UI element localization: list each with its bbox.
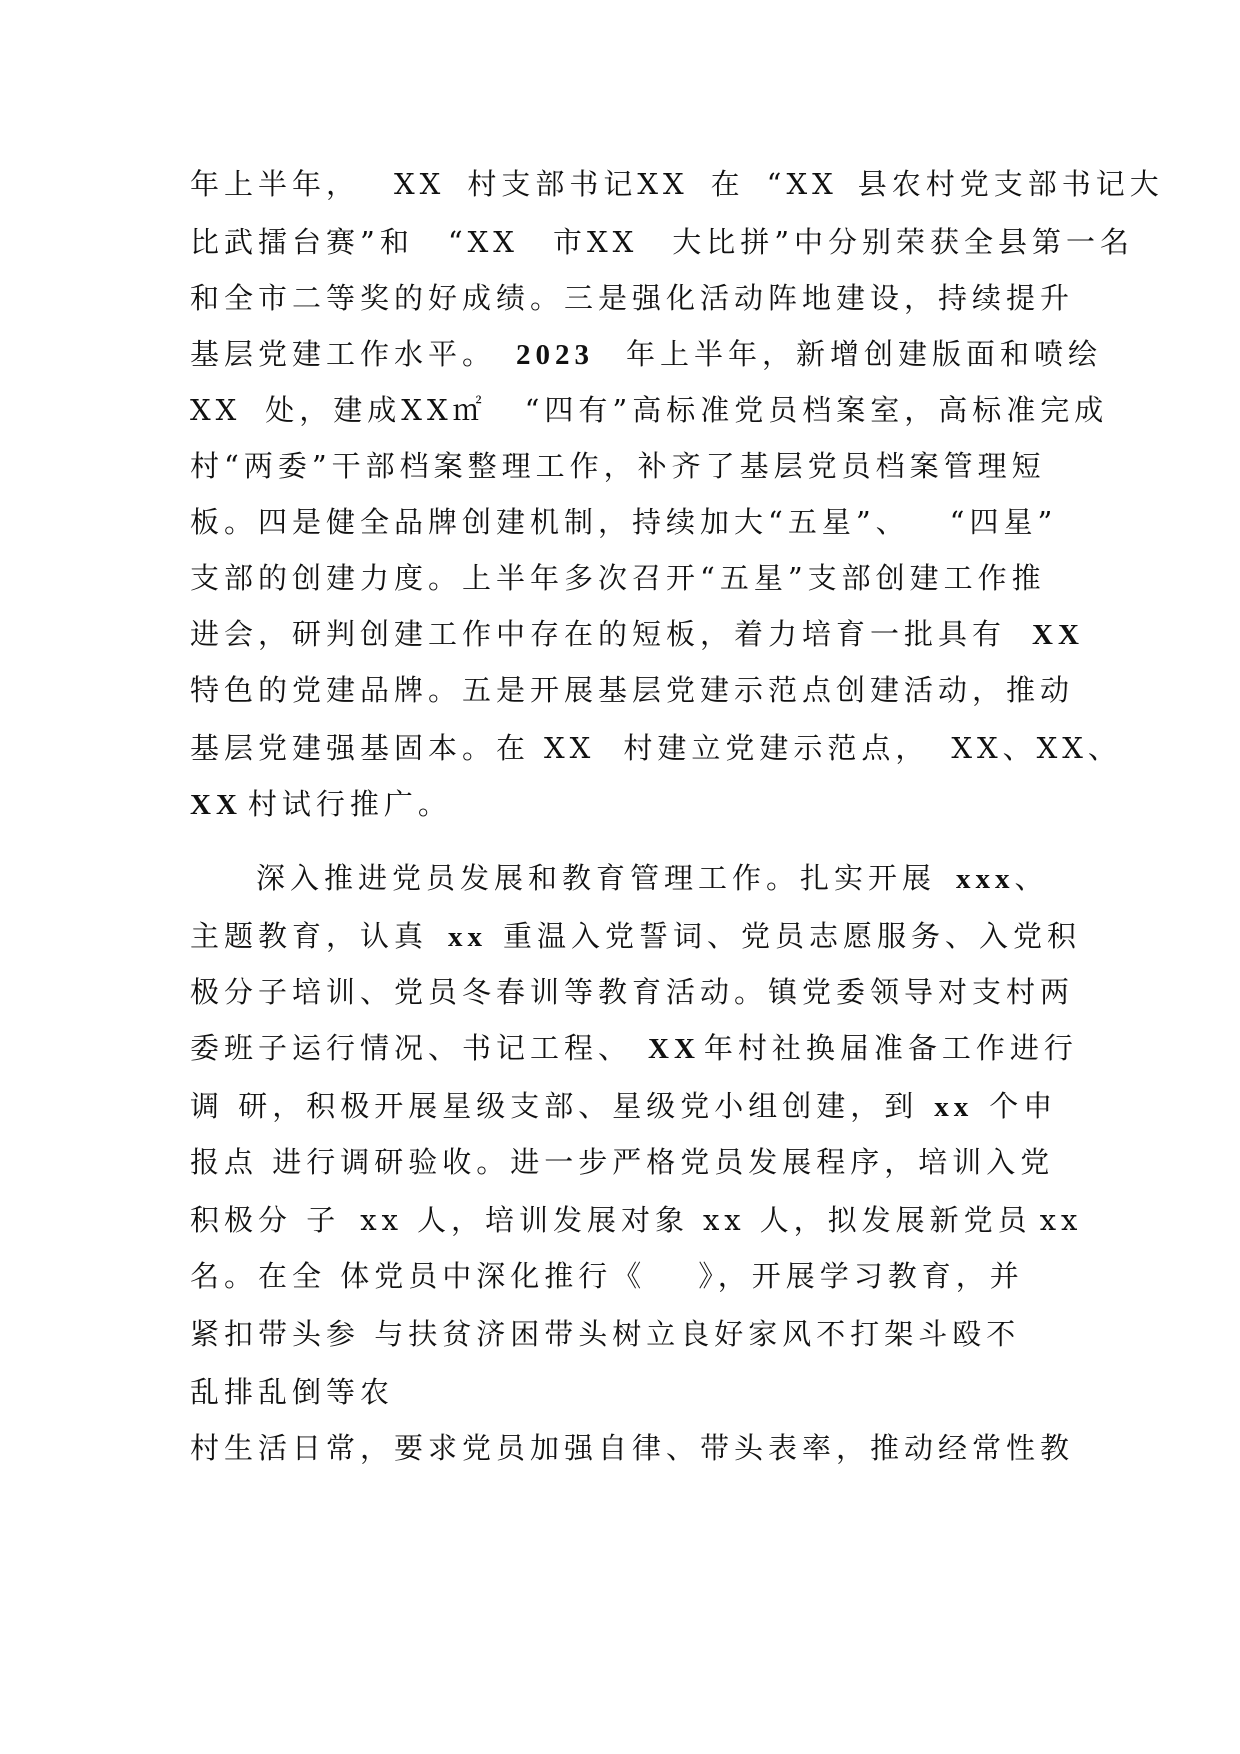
text-run: xx (702, 1203, 746, 1237)
text-run-bold: xx (934, 1091, 974, 1123)
paragraph-2-line-4 (190, 1028, 1078, 1069)
text-run: XX (544, 731, 596, 765)
text-run: 处，建成XX㎡ (265, 393, 487, 427)
paragraph-1-line-9 (190, 614, 1084, 655)
text-run: 人，拟发展新党员 (759, 1203, 1032, 1237)
paragraph-2-line-1 (256, 858, 1049, 899)
text-run: 委班子运行情况、书记工程、 (190, 1031, 633, 1065)
text-run: XX (394, 167, 446, 201)
paragraph-2-line-7 (190, 1200, 1082, 1240)
text-run: 村试行推广。 (247, 787, 452, 821)
text-run: “四有”高标准党员档案室，高标准完成 (524, 393, 1109, 427)
paragraph-1-line-7 (190, 502, 1057, 542)
paragraph-2-line-11: 村生活日常，要求党员加强自律、带头表率，推动经常性教 (190, 1431, 1075, 1465)
text-run: 在 (710, 167, 745, 201)
text-run: 基层党建强基固本。在 (190, 731, 531, 765)
text-run: 名。在全 体党员中深化推行《 (190, 1259, 647, 1293)
text-run: 进会，研判创建工作中存在的短板，着力培育一批具有 (190, 617, 1007, 651)
paragraph-1-line-6: 村“两委”干部档案整理工作，补齐了基层党员档案管理短 (190, 449, 1046, 483)
paragraph-1-line-3: 和全市二等奖的好成绩。三是强化活动阵地建设，持续提升 (190, 281, 1075, 315)
text-run: 基层党建工作水平。 (190, 337, 497, 371)
paragraph-1-line-5 (190, 390, 1108, 430)
text-run-bold: xxx (956, 863, 1015, 895)
text-run-bold: xx (448, 921, 488, 953)
text-run: 调 研，积极开展星级支部、星级党小组创建，到 (190, 1089, 919, 1123)
text-run-bold: XX (1032, 619, 1084, 651)
text-run: xx (360, 1203, 403, 1237)
paragraph-1-line-2: 比武擂台赛”和 “XX 市XX 大比拼”中分别荣获全县第一名 (190, 225, 1135, 259)
text-run: 深入推进党员发展和教育管理工作。扎实开展 (256, 861, 937, 895)
text-run-bold: XX (190, 789, 242, 821)
paragraph-1-line-11 (190, 728, 1122, 768)
paragraph-1-line-4 (190, 334, 1102, 375)
text-run: 板。四是健全品牌创建机制，持续加大“五星”、 (190, 505, 910, 539)
text-run: 年上半年，新增创建版面和喷绘 (626, 337, 1103, 371)
text-run: 村支部书记XX (467, 167, 689, 201)
text-run: 村建立党建示范点， (623, 731, 930, 765)
text-run: 主题教育，认真 (190, 919, 429, 953)
text-run: “XX (766, 167, 838, 201)
paragraph-2-line-6: 报点 进行调研验收。进一步严格党员发展程序，培训入党 (190, 1145, 1055, 1179)
text-run: 个申 (989, 1089, 1058, 1123)
paragraph-2-line-10: 乱排乱倒等农 (190, 1375, 395, 1409)
text-run: “四星” (949, 505, 1058, 539)
paragraph-2-line-8 (190, 1256, 1024, 1296)
paragraph-2-line-9: 紧扣带头参 与扶贫济困带头树立良好家风不打架斗殴不 (190, 1317, 1021, 1351)
text-run-bold: 2023 (516, 339, 595, 371)
text-run: 》，开展学习教育，并 (698, 1259, 1024, 1293)
paragraph-1-line-12 (190, 784, 452, 825)
text-run: 年上半年， (190, 167, 361, 201)
text-run: XX (190, 393, 242, 427)
paragraph-1-line-10: 特色的党建品牌。五是开展基层党建示范点创建活动，推动 (190, 673, 1075, 707)
text-run: 重温入党誓词、党员志愿服务、入党积 (503, 919, 1082, 953)
text-run: 人，培训发展对象 (416, 1203, 689, 1237)
text-run: 、 (1014, 861, 1049, 895)
text-run: 积极分 子 (190, 1203, 341, 1237)
paragraph-2-line-2 (190, 916, 1081, 957)
text-run: xx (1039, 1203, 1083, 1237)
text-run: 县农村党支部书记大 (857, 167, 1164, 201)
text-run: XX、XX、 (951, 731, 1122, 765)
text-run: 年村社换届准备工作进行 (703, 1031, 1078, 1065)
text-run-bold: XX (648, 1033, 700, 1065)
paragraph-2-line-3: 极分子培训、党员冬春训等教育活动。镇党委领导对支村两 (190, 975, 1075, 1009)
paragraph-2-line-5 (190, 1086, 1057, 1127)
paragraph-1-line-8: 支部的创建力度。上半年多次召开“五星”支部创建工作推 (190, 561, 1046, 595)
paragraph-1-line-1 (190, 164, 1164, 204)
